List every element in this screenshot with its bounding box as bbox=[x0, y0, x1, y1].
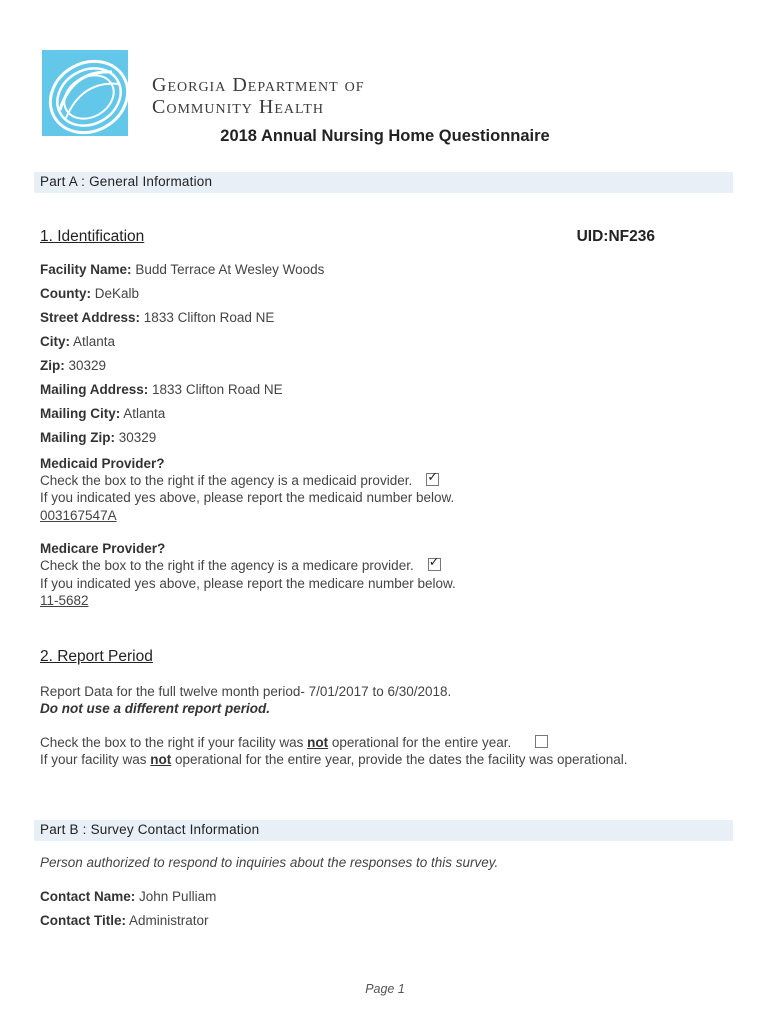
operational-dates-note: If your facility was not operational for the entire year, provide the dates the facility was operational. bbox=[40, 752, 628, 767]
report-period-heading: 2. Report Period bbox=[40, 648, 153, 665]
field-value: Atlanta bbox=[123, 406, 166, 421]
medicare-number: 11-5682 bbox=[40, 593, 89, 608]
field-label: Mailing Zip: bbox=[40, 430, 115, 445]
field-value: 1833 Clifton Road NE bbox=[143, 310, 275, 325]
field-label: Street Address: bbox=[40, 310, 141, 325]
field-value: John Pulliam bbox=[139, 889, 217, 904]
medicaid-note: If you indicated yes above, please report the medicaid number below. bbox=[40, 490, 455, 505]
uid-label: UID:NF236 bbox=[576, 228, 655, 245]
field-label: Zip: bbox=[40, 358, 65, 373]
field-row bbox=[40, 889, 216, 904]
report-period-warning: Do not use a different report period. bbox=[40, 701, 271, 716]
medicare-check-row: Check the box to the right if the agency is a medicare provider.✓ bbox=[40, 558, 441, 573]
report-period-line: Report Data for the full twelve month period- 7/01/2017 to 6/30/2018. bbox=[40, 684, 452, 699]
org-line-1: Georgia Department of bbox=[152, 74, 365, 96]
not-operational-checkbox[interactable] bbox=[535, 735, 548, 748]
field-label: County: bbox=[40, 286, 91, 301]
field-value: DeKalb bbox=[94, 286, 140, 301]
field-row bbox=[40, 358, 106, 373]
medicare-question: Medicare Provider? bbox=[40, 541, 166, 556]
medicaid-number: 003167547A bbox=[40, 508, 117, 523]
field-value: Administrator bbox=[129, 913, 209, 928]
part-b-title: Part B : Survey Contact Information bbox=[40, 822, 260, 837]
part-b-header bbox=[34, 820, 733, 841]
part-a-header bbox=[34, 172, 733, 193]
field-label: City: bbox=[40, 334, 70, 349]
field-label: Contact Title: bbox=[40, 913, 127, 928]
field-row bbox=[40, 406, 165, 421]
logo-rings-icon bbox=[42, 50, 128, 136]
field-row bbox=[40, 334, 115, 349]
part-a-title: Part A : General Information bbox=[40, 174, 213, 189]
part-b-intro: Person authorized to respond to inquiries about the responses to this survey. bbox=[40, 855, 499, 870]
field-label: Mailing City: bbox=[40, 406, 121, 421]
dch-logo bbox=[42, 50, 128, 136]
medicare-checkbox[interactable] bbox=[428, 558, 441, 571]
org-line-2: Community Health bbox=[152, 96, 324, 118]
field-value: 30329 bbox=[118, 430, 157, 445]
field-value: 30329 bbox=[68, 358, 107, 373]
field-row bbox=[40, 382, 283, 397]
field-row bbox=[40, 430, 156, 445]
identification-heading: 1. Identification bbox=[40, 228, 145, 245]
field-row bbox=[40, 286, 139, 301]
field-value: 1833 Clifton Road NE bbox=[152, 382, 283, 397]
page-number: Page 1 bbox=[365, 982, 405, 996]
medicaid-question: Medicaid Provider? bbox=[40, 456, 165, 471]
medicaid-check-row: Check the box to the right if the agency is a medicaid provider.✓ bbox=[40, 473, 439, 488]
field-row bbox=[40, 310, 274, 325]
field-row bbox=[40, 913, 209, 928]
medicare-note: If you indicated yes above, please report the medicare number below. bbox=[40, 576, 456, 591]
medicaid-checkbox[interactable] bbox=[426, 473, 439, 486]
field-label: Contact Name: bbox=[40, 889, 136, 904]
field-label: Mailing Address: bbox=[40, 382, 149, 397]
field-row bbox=[40, 262, 324, 277]
not-operational-check-row: Check the box to the right if your facility was not operational for the entire year. bbox=[40, 735, 548, 750]
field-value: Atlanta bbox=[73, 334, 116, 349]
field-label: Facility Name: bbox=[40, 262, 132, 277]
document-title: 2018 Annual Nursing Home Questionnaire bbox=[220, 127, 550, 145]
field-value: Budd Terrace At Wesley Woods bbox=[135, 262, 325, 277]
organization-name bbox=[152, 74, 365, 118]
